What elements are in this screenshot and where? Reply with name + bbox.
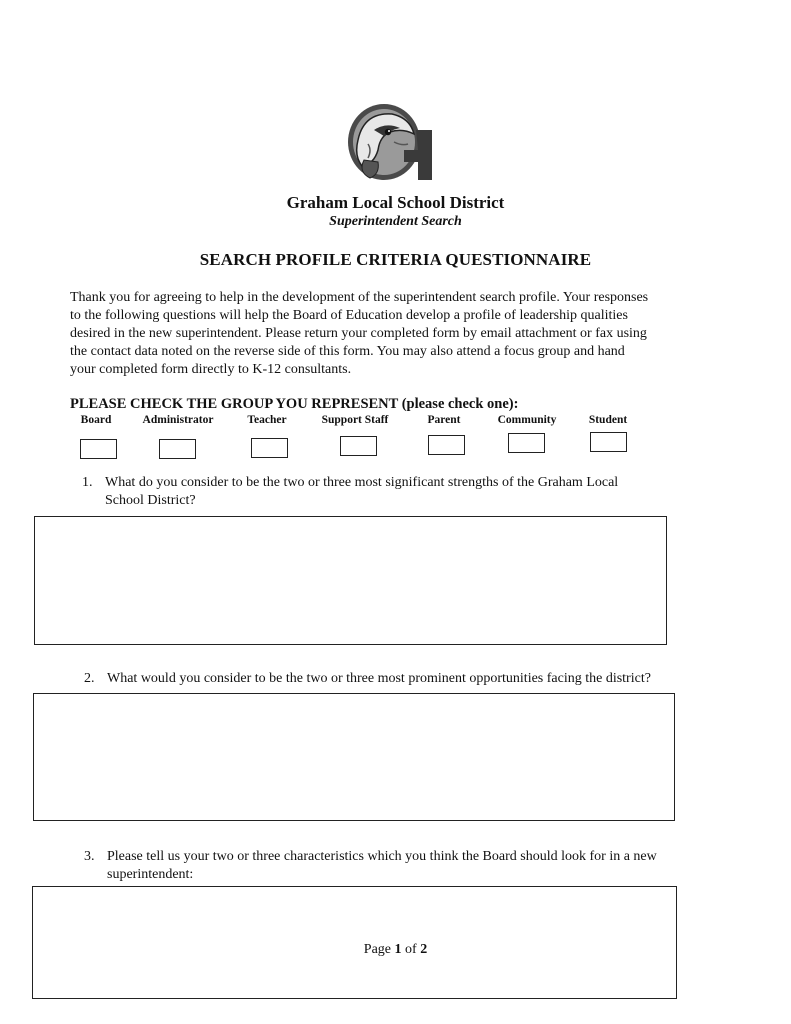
search-subtitle: Superintendent Search <box>329 214 462 229</box>
group-label-parent: Parent <box>427 414 461 426</box>
group-label-support-staff: Support Staff <box>321 414 389 426</box>
intro-line: desired in the new superintendent. Please return your completed form by email attachment or fax using <box>70 326 647 341</box>
question-number: 3. <box>84 849 95 864</box>
checkbox-community[interactable] <box>508 433 545 453</box>
total-pages: 2 <box>420 942 428 957</box>
checkbox-board[interactable] <box>80 439 117 459</box>
group-label-student: Student <box>588 414 628 426</box>
intro-line: your completed form directly to K-12 consultants. <box>70 362 352 377</box>
intro-line: Thank you for agreeing to help in the development of the superintendent search profile. Your responses <box>70 290 649 305</box>
question-text: Please tell us your two or three characteristics which you think the Board should look for in a new <box>107 849 657 864</box>
question-number: 2. <box>84 671 95 686</box>
answer-box-1[interactable] <box>34 516 667 645</box>
intro-paragraph <box>70 289 720 379</box>
checkbox-teacher[interactable] <box>251 438 288 458</box>
question-number: 1. <box>82 475 93 490</box>
checkbox-administrator[interactable] <box>159 439 196 459</box>
question-text: superintendent: <box>107 867 194 882</box>
group-label-community: Community <box>497 414 557 426</box>
question-text: School District? <box>105 493 196 508</box>
page-word: Page <box>363 942 392 957</box>
district-logo <box>344 100 436 184</box>
checkbox-parent[interactable] <box>428 435 465 455</box>
current-page: 1 <box>394 942 402 957</box>
question-text: What do you consider to be the two or three most significant strengths of the Graham Local <box>105 475 619 490</box>
question-3 <box>84 848 734 888</box>
question-1 <box>82 474 702 514</box>
intro-line: to the following questions will help the Board of Education develop a profile of leadership qualities <box>70 308 628 323</box>
falcon-g-logo-icon <box>344 100 436 184</box>
district-name: Graham Local School District <box>286 193 505 212</box>
of-word: of <box>405 942 417 957</box>
intro-line: the contact data noted on the reverse side of this form. You may also attend a focus group and hand <box>70 344 625 359</box>
answer-box-2[interactable] <box>33 693 675 821</box>
question-text: What would you consider to be the two or three most prominent opportunities facing the district? <box>107 671 651 686</box>
group-label-board: Board <box>80 414 112 426</box>
page-footer <box>0 942 791 958</box>
checkbox-student[interactable] <box>590 432 627 452</box>
form-title: SEARCH PROFILE CRITERIA QUESTIONNAIRE <box>199 250 592 269</box>
group-label-teacher: Teacher <box>247 414 287 426</box>
question-2 <box>84 670 724 690</box>
checkbox-support-staff[interactable] <box>340 436 377 456</box>
group-heading: PLEASE CHECK THE GROUP YOU REPRESENT (please check one): <box>70 396 519 412</box>
group-label-administrator: Administrator <box>142 414 214 426</box>
